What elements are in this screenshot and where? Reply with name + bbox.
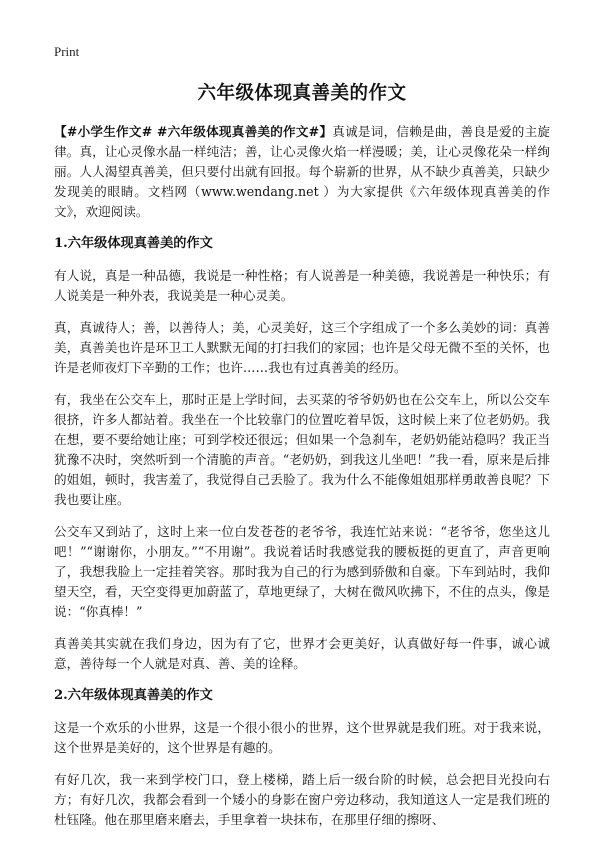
- paragraph: 有人说，真是一种品德，我说是一种性格；有人说善是一种美德，我说善是一种快乐；有人说美是一种外表，我说美是一种心灵美。: [54, 268, 550, 303]
- paragraph: 真，真诚待人；善，以善待人；美，心灵美好，这三个字组成了一个多么美妙的词：真善美，真善美也许是环卫工人默默无闻的打扫我们的家园；也许是父母无微不至的关怀，也许是老师夜灯下辛勤的工作；也许……我也有过真善美的经历。: [54, 320, 550, 375]
- paragraph: 公交车又到站了，这时上来一位白发苍苍的老爷爷，我连忙站来说：“老爷爷，您坐这儿吧！”“谢谢你，小朋友。”“不用谢”。我说着话时我感觉我的腰板挺的更直了，声音更响了，我想我脸上一定挂着笑容。那时我为自己的行为感到骄傲和自豪。下车到站时，我仰望天空，看，天空变得更加蔚蓝了，草地更绿了，大树在微风吹拂下，不住的点头，像是说：“你真棒！”: [54, 524, 550, 619]
- section-heading: 1.六年级体现真善美的作文: [54, 236, 213, 251]
- paragraph: 有，我坐在公交车上，那时正是上学时间，去买菜的爷爷奶奶也在公交车上，所以公交车很挤，许多人都站着。我坐在一个比较靠门的位置吃着早饭，这时候上来了位老奶奶。我在想，要不要给她让座；可到学校还很远；但如果一个急刹车，老奶奶能站稳吗？我正当犹豫不决时，突然听到一个清脆的声音。“老奶奶，到我这儿坐吧！”我一看，原来是后排的姐姐，顿时，我害羞了，我觉得自己丢脸了。我为什么不能像姐姐那样勇敢善良呢？下我也要让座。: [54, 392, 550, 507]
- print-link[interactable]: Print: [54, 44, 80, 59]
- paragraph: 有好几次，我一来到学校门口，登上楼梯，踏上后一级台阶的时候，总会把目光投向右方；有好几次，我都会看到一个矮小的身影在窗户旁边移动，我知道这人一定是我们班的杜钰隆。他在那里磨来磨去，手里拿着一块抹布，在那里仔细的擦呀、: [54, 772, 550, 827]
- intro-paragraph: [54, 122, 550, 222]
- page-title: 六年级体现真善美的作文: [197, 83, 407, 104]
- paragraph: 这是一个欢乐的小世界，这是一个很小很小的世界，这个世界就是我们班。对于我来说，这个世界是美好的，这个世界是有趣的。: [54, 720, 550, 755]
- section-heading: 2.六年级体现真善美的作文: [54, 688, 213, 703]
- paragraph: 真善美其实就在我们身边，因为有了它，世界才会更美好，认真做好每一件事，诚心诚意，善待每一个人就是对真、善、美的诠释。: [54, 636, 550, 671]
- document-page: [54, 40, 550, 842]
- intro-tags: 【#小学生作文# #六年级体现真善美的作文#】: [54, 124, 333, 139]
- intro-text: 真诚是词，信赖是曲，善良是爱的主旋律。真，让心灵像水晶一样纯洁；善，让心灵像火焰一样漫暖；美，让心灵像花朵一样绚丽。人人渴望真善美，但只要付出就有回报。每个崭新的世界，从不缺少真善美，只缺少发现美的眼睛。文档网（www.wendang.net ）为大家提供《六年级体现真善美的作文》，欢迎阅读。: [54, 124, 551, 219]
